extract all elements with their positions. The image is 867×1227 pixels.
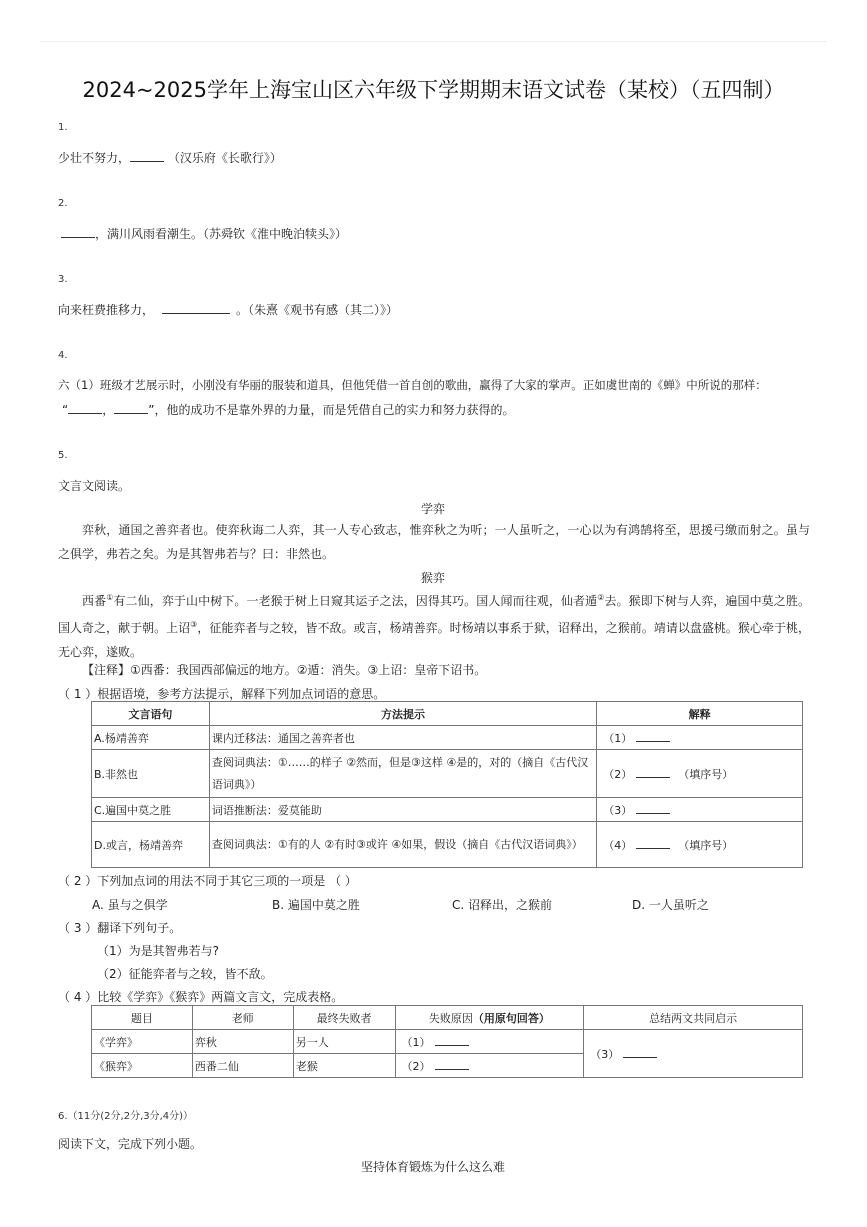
reason-cell: （2） (395, 1054, 584, 1078)
sentence-cell: C.遍国中莫之胜 (92, 798, 210, 822)
question-4-number: 4. (58, 350, 68, 361)
question-1-number: 1. (58, 122, 68, 133)
answer-blank[interactable] (68, 401, 102, 414)
option-a[interactable]: A. 虽与之俱学 (92, 898, 168, 912)
table-row (92, 750, 803, 798)
option-d[interactable]: D. 一人虽听之 (632, 898, 709, 912)
table-row (92, 798, 803, 822)
question-2-suffix: ，满川风雨看潮生。（苏舜钦《淮中晚泊犊头》） (95, 227, 348, 241)
question-1-text (58, 149, 282, 166)
reason-cell: （1） (395, 1030, 584, 1054)
answer-cell: （1） (597, 726, 803, 750)
header-explanation: 解释 (597, 702, 803, 726)
question-4-line-1: 六（1）班级才艺展示时，小刚没有华丽的服装和道具，但他凭借一首自创的歌曲，赢得了大家的掌声。正如虞世南的《蝉》中所说的那样： (58, 378, 767, 392)
title-cell: 《猴弈》 (92, 1054, 193, 1078)
passage-2-text: 西番①有二仙，弈于山中树下。一老猴于树上日窥其运子之法，因得其巧。国人闻而往观，仙者遁②去。猴即下树与人弈，遍国中莫之胜。国人奇之，献于朝。上诏③，征能弈者与之较，皆不敌。或言，杨靖善弈。时杨靖以事系于狱，诏释出，之猴前。靖请以盘盛桃。猴心牵于桃，无心弈，遂败。 (58, 593, 810, 659)
table-row (92, 1030, 803, 1054)
quote-open: “ (62, 403, 69, 417)
sentence-cell: D.或言，杨靖善弈 (92, 822, 210, 868)
answer-blank[interactable] (636, 765, 670, 778)
loser-cell: 老猴 (293, 1054, 395, 1078)
passage-2-title: 猴弈 (420, 571, 445, 585)
sentence-cell: B.非然也 (92, 750, 210, 798)
sub-question-1: （ 1 ）根据语境，参考方法提示，解释下列加点词语的意思。 (58, 687, 386, 701)
header-teacher: 老师 (192, 1006, 293, 1030)
answer-blank[interactable] (162, 301, 230, 314)
answer-blank[interactable] (435, 1033, 469, 1046)
option-b[interactable]: B. 遍国中莫之胜 (272, 898, 360, 912)
annotation-note: 【注释】①西番：我国西部偏远的地方。②遁：消失。③上诏：皇帝下诏书。 (82, 663, 487, 677)
question-2-number: 2. (58, 198, 68, 209)
method-cell: 课内迁移法：通国之善弈者也 (209, 726, 596, 750)
method-cell: 查阅词典法：①……的样子 ②然而，但是③这样 ④是的，对的（摘自《古代汉语词典》） (209, 750, 596, 798)
answer-blank[interactable] (435, 1057, 469, 1070)
teacher-cell: 弈秋 (192, 1030, 293, 1054)
sentence-cell: A.杨靖善弈 (92, 726, 210, 750)
question-4-line-2 (58, 401, 514, 418)
method-cell: 词语推断法：爱莫能助 (209, 798, 596, 822)
header-method: 方法提示 (209, 702, 596, 726)
comparison-table (91, 1005, 803, 1078)
question-5-number: 5. (58, 450, 68, 461)
translate-sentence-2: （2）征能弈者与之较，皆不敌。 (97, 967, 273, 981)
sub-question-4: （ 4 ）比较《学弈》《猴弈》两篇文言文，完成表格。 (58, 990, 344, 1004)
question-3-number: 3. (58, 274, 68, 285)
question-3-suffix: 。（朱熹《观书有感（其二）》） (236, 303, 399, 317)
header-sentence: 文言语句 (92, 702, 210, 726)
answer-blank[interactable] (114, 401, 148, 414)
page-title: 2024~2025学年上海宝山区六年级下学期期末语文试卷（某校）（五四制） (82, 78, 785, 102)
table-row (92, 822, 803, 868)
option-c[interactable]: C. 诏释出，之猴前 (452, 898, 553, 912)
passage-1-title: 学弈 (420, 502, 445, 516)
answer-blank[interactable] (130, 149, 164, 162)
summary-cell: （3） (584, 1030, 803, 1078)
question-3-text (58, 301, 398, 318)
question-6-number: 6.（11分(2分,2分,3分,4分)） (58, 1111, 194, 1122)
header-summary: 总结两文共同启示 (584, 1006, 803, 1030)
passage-1-text: 弈秋，通国之善弈者也。使弈秋诲二人弈，其一人专心致志，惟弈秋之为听；一人虽听之，一心以为有鸿鹄将至，思援弓缴而射之。虽与之俱学，弗若之矣。为是其智弗若与？曰：非然也。 (58, 523, 810, 561)
translate-sentence-1: （1）为是其智弗若与? (97, 944, 220, 958)
question-1-prefix: 少壮不努力， (58, 151, 131, 165)
answer-blank[interactable] (623, 1045, 657, 1058)
loser-cell: 另一人 (293, 1030, 395, 1054)
header-loser: 最终失败者 (293, 1006, 395, 1030)
question-2-text (58, 225, 347, 242)
top-divider (40, 41, 827, 42)
teacher-cell: 西番二仙 (192, 1054, 293, 1078)
question-1-suffix: （汉乐府《长歌行》） (164, 151, 282, 165)
sub-question-2: （ 2 ）下列加点词的用法不同于其它三项的一项是 （ ） (58, 874, 357, 888)
answer-cell: （2） （填序号） (597, 750, 803, 798)
table-row (92, 726, 803, 750)
header-reason: 失败原因（用原句回答） (395, 1006, 584, 1030)
answer-blank[interactable] (636, 836, 670, 849)
answer-blank[interactable] (636, 801, 670, 814)
question-4-suffix: ”，他的成功不是靠外界的力量，而是凭借自己的实力和努力获得的。 (148, 403, 515, 417)
question-6-intro: 阅读下文，完成下列小题。 (58, 1137, 203, 1151)
answer-blank[interactable] (636, 729, 670, 742)
question-3-prefix: 向来枉费推移力， (58, 303, 155, 317)
answer-cell: （4） （填序号） (597, 822, 803, 868)
question-5-intro: 文言文阅读。 (58, 479, 131, 493)
header-title: 题目 (92, 1006, 193, 1030)
question-6-passage-title: 坚持体育锻炼为什么这么难 (360, 1160, 505, 1174)
answer-cell: （3） (597, 798, 803, 822)
title-cell: 《学弈》 (92, 1030, 193, 1054)
answer-blank[interactable] (61, 225, 95, 238)
vocabulary-table (91, 701, 803, 868)
comma: ， (102, 403, 115, 417)
sub-question-3: （ 3 ）翻译下列句子。 (58, 921, 182, 935)
method-cell: 查阅词典法：①有的人 ②有时③或许 ④如果，假设（摘自《古代汉语词典》） (209, 822, 596, 868)
